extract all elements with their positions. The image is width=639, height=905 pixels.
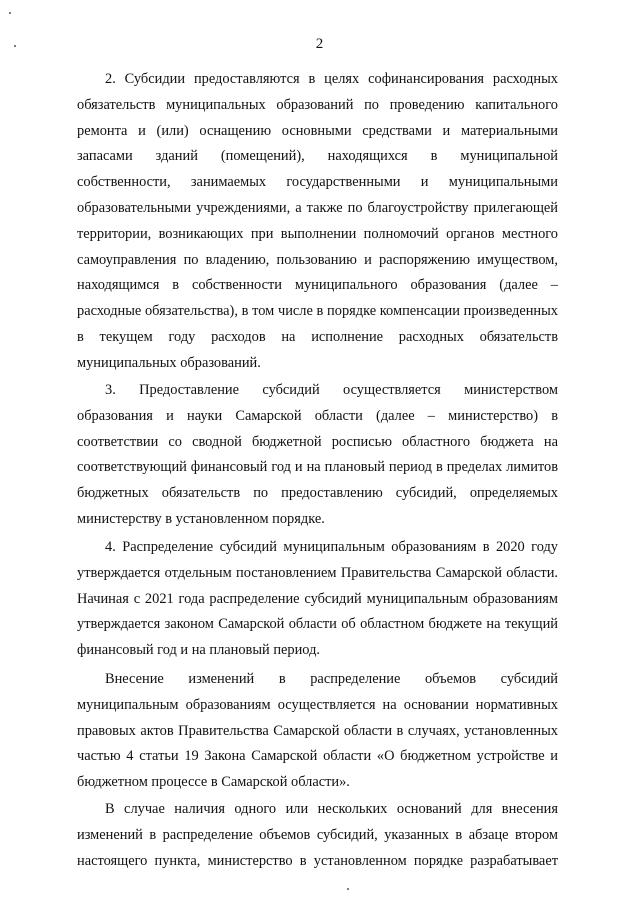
paragraph-3-subsidy-provision: 3. Предоставление субсидий осуществляется министерством образования и науки Самарской области (далее – министерство) в соответствии со сводной бюджетной росписью областного бюджета на соответствующий финансовый год и на плановый период в пределах лимитов бюджетных обязательств по предоставлению субсидий, определяемых министерству в установленном порядке. [77,382,558,527]
paragraph-4-subsidy-distribution: 4. Распределение субсидий муниципальным образованиям в 2020 году утверждается отдельным постановлением Правительства Самарской области. Начиная с 2021 года распределение субсидий муниципальным образованиям утверждается законом Самарской области об областном бюджете на текущий финансовый год и на плановый период. [77,539,558,659]
paragraph-distribution-changes: Внесение изменений в распределение объемов субсидий муниципальным образованиям осуществляется на основании нормативных правовых актов Правительства Самарской области в случаях, установленных частью 4 статьи 19 Закона Самарской области «О бюджетном устройстве и бюджетном процессе в Самарской области». [77,671,558,791]
scan-speck [9,12,11,14]
scan-speck [347,888,349,890]
page-number: 2 [315,36,324,52]
paragraph-change-grounds: В случае наличия одного или нескольких оснований для внесения изменений в распределение объемов субсидий, указанных в абзаце втором настоящего пункта, министерство в установленном порядке разрабатывает [77,801,558,869]
paragraph-2-subsidy-purpose: 2. Субсидии предоставляются в целях софинансирования расходных обязательств муниципальных образований по проведению капитального ремонта и (или) оснащению основными средствами и материальными запасами зданий (помещений), находящихся в муниципальной собственности, занимаемых государственными и муниципальными образовательными учреждениями, а также по благоустройству прилегающей территории, возникающих при выполнении полномочий органов местного самоуправления по владению, пользованию и распоряжению имуществом, находящимся в собственности муниципального образования (далее – расходные обязательства), в том числе в порядке компенсации произведенных в текущем году расходов на исполнение расходных обязательств муниципальных образований. [77,71,558,371]
scan-speck [14,45,16,47]
